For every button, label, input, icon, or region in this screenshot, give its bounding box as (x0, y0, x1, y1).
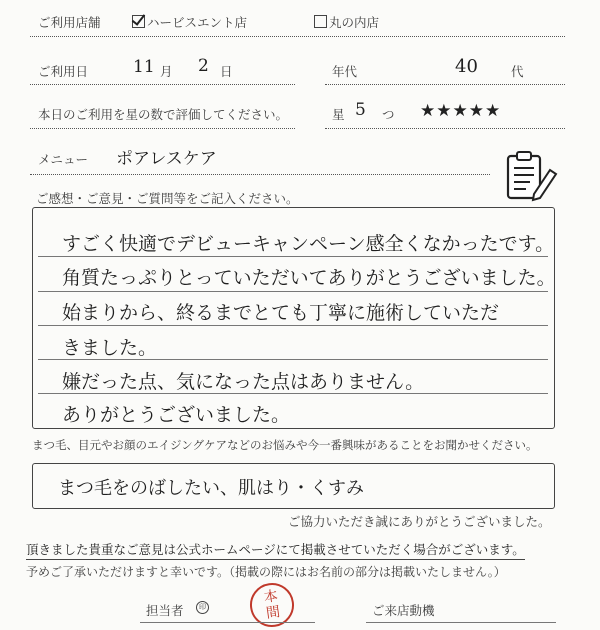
feedback-line: 角質たっぷりとっていただいてありがとうございました。 (62, 267, 556, 289)
signature-line (140, 622, 315, 623)
concerns-answer: まつ毛をのばしたい、肌はり・くすみ (58, 478, 364, 499)
concerns-prompt: まつ毛、目元やお顔のエイジングケアなどのお悩みや今一番興味があることをお聞かせください。 (32, 438, 538, 452)
rating-star-label: 星 (332, 107, 345, 122)
thanks-text: ご協力いただき誠にありがとうございました。 (288, 514, 551, 529)
feedback-prompt: ご感想・ご意見・ご質問等をご記入ください。 (36, 191, 299, 206)
divider (30, 128, 295, 129)
in-seal-icon: 印 (196, 601, 209, 614)
clipboard-pen-icon (500, 148, 560, 206)
ruled-line (38, 291, 548, 292)
checkbox-empty-icon[interactable] (314, 15, 327, 28)
store-label: ご利用店舗 (38, 15, 101, 30)
store-option-herbis[interactable] (132, 13, 247, 31)
divider (325, 84, 565, 85)
ruled-line (38, 256, 548, 257)
feedback-line: きました。 (62, 337, 158, 359)
feedback-line: 嫌だった点、気になった点はありません。 (62, 371, 425, 393)
stamp-char: 本 (262, 588, 279, 606)
visit-motive-label: ご来店動機 (372, 603, 435, 618)
divider (30, 36, 565, 37)
divider (325, 128, 565, 129)
feedback-line: 始まりから、終るまでとても丁寧に施術していただ (62, 302, 500, 324)
staff-label: 担当者 (146, 603, 184, 618)
age-unit: 代 (511, 64, 524, 79)
signature-line (366, 622, 556, 623)
feedback-line: ありがとうございました。 (62, 404, 291, 426)
visit-month-value: 11 (133, 57, 155, 77)
store-option-marunouchi-label: 丸の内店 (329, 15, 380, 30)
divider (30, 84, 295, 85)
notice-text: 予めご了承いただけますと幸いです。（掲載の際にはお名前の部分は掲載いたしません。） (26, 565, 506, 579)
rating-question: 本日のご利用を星の数で評価してください。 (38, 107, 289, 122)
checkbox-checked-icon[interactable] (132, 15, 145, 28)
rating-value-unit: つ (382, 107, 395, 122)
menu-label: メニュー (38, 152, 89, 167)
visit-day-unit: 日 (220, 64, 233, 79)
visit-month-unit: 月 (160, 64, 173, 79)
rating-value: 5 (355, 100, 366, 120)
divider (30, 174, 490, 175)
stamp-char: 間 (265, 604, 282, 622)
notice-text: 頂きました貴重なご意見は公式ホームページにて掲載させていただく場合がございます。 (26, 540, 525, 560)
age-value: 40 (455, 56, 478, 77)
menu-value: ポアレスケア (116, 149, 217, 169)
ruled-line (38, 325, 548, 326)
visit-day-value: 2 (198, 56, 209, 76)
visit-date-label: ご利用日 (38, 64, 89, 79)
age-label: 年代 (332, 64, 358, 79)
feedback-line: すごく快適でデビューキャンペーン感全くなかったです。 (62, 233, 555, 255)
store-option-herbis-label: ハービスエント店 (147, 15, 248, 30)
rating-stars-icon: ★★★★★ (420, 101, 502, 121)
store-option-marunouchi[interactable] (314, 13, 379, 31)
